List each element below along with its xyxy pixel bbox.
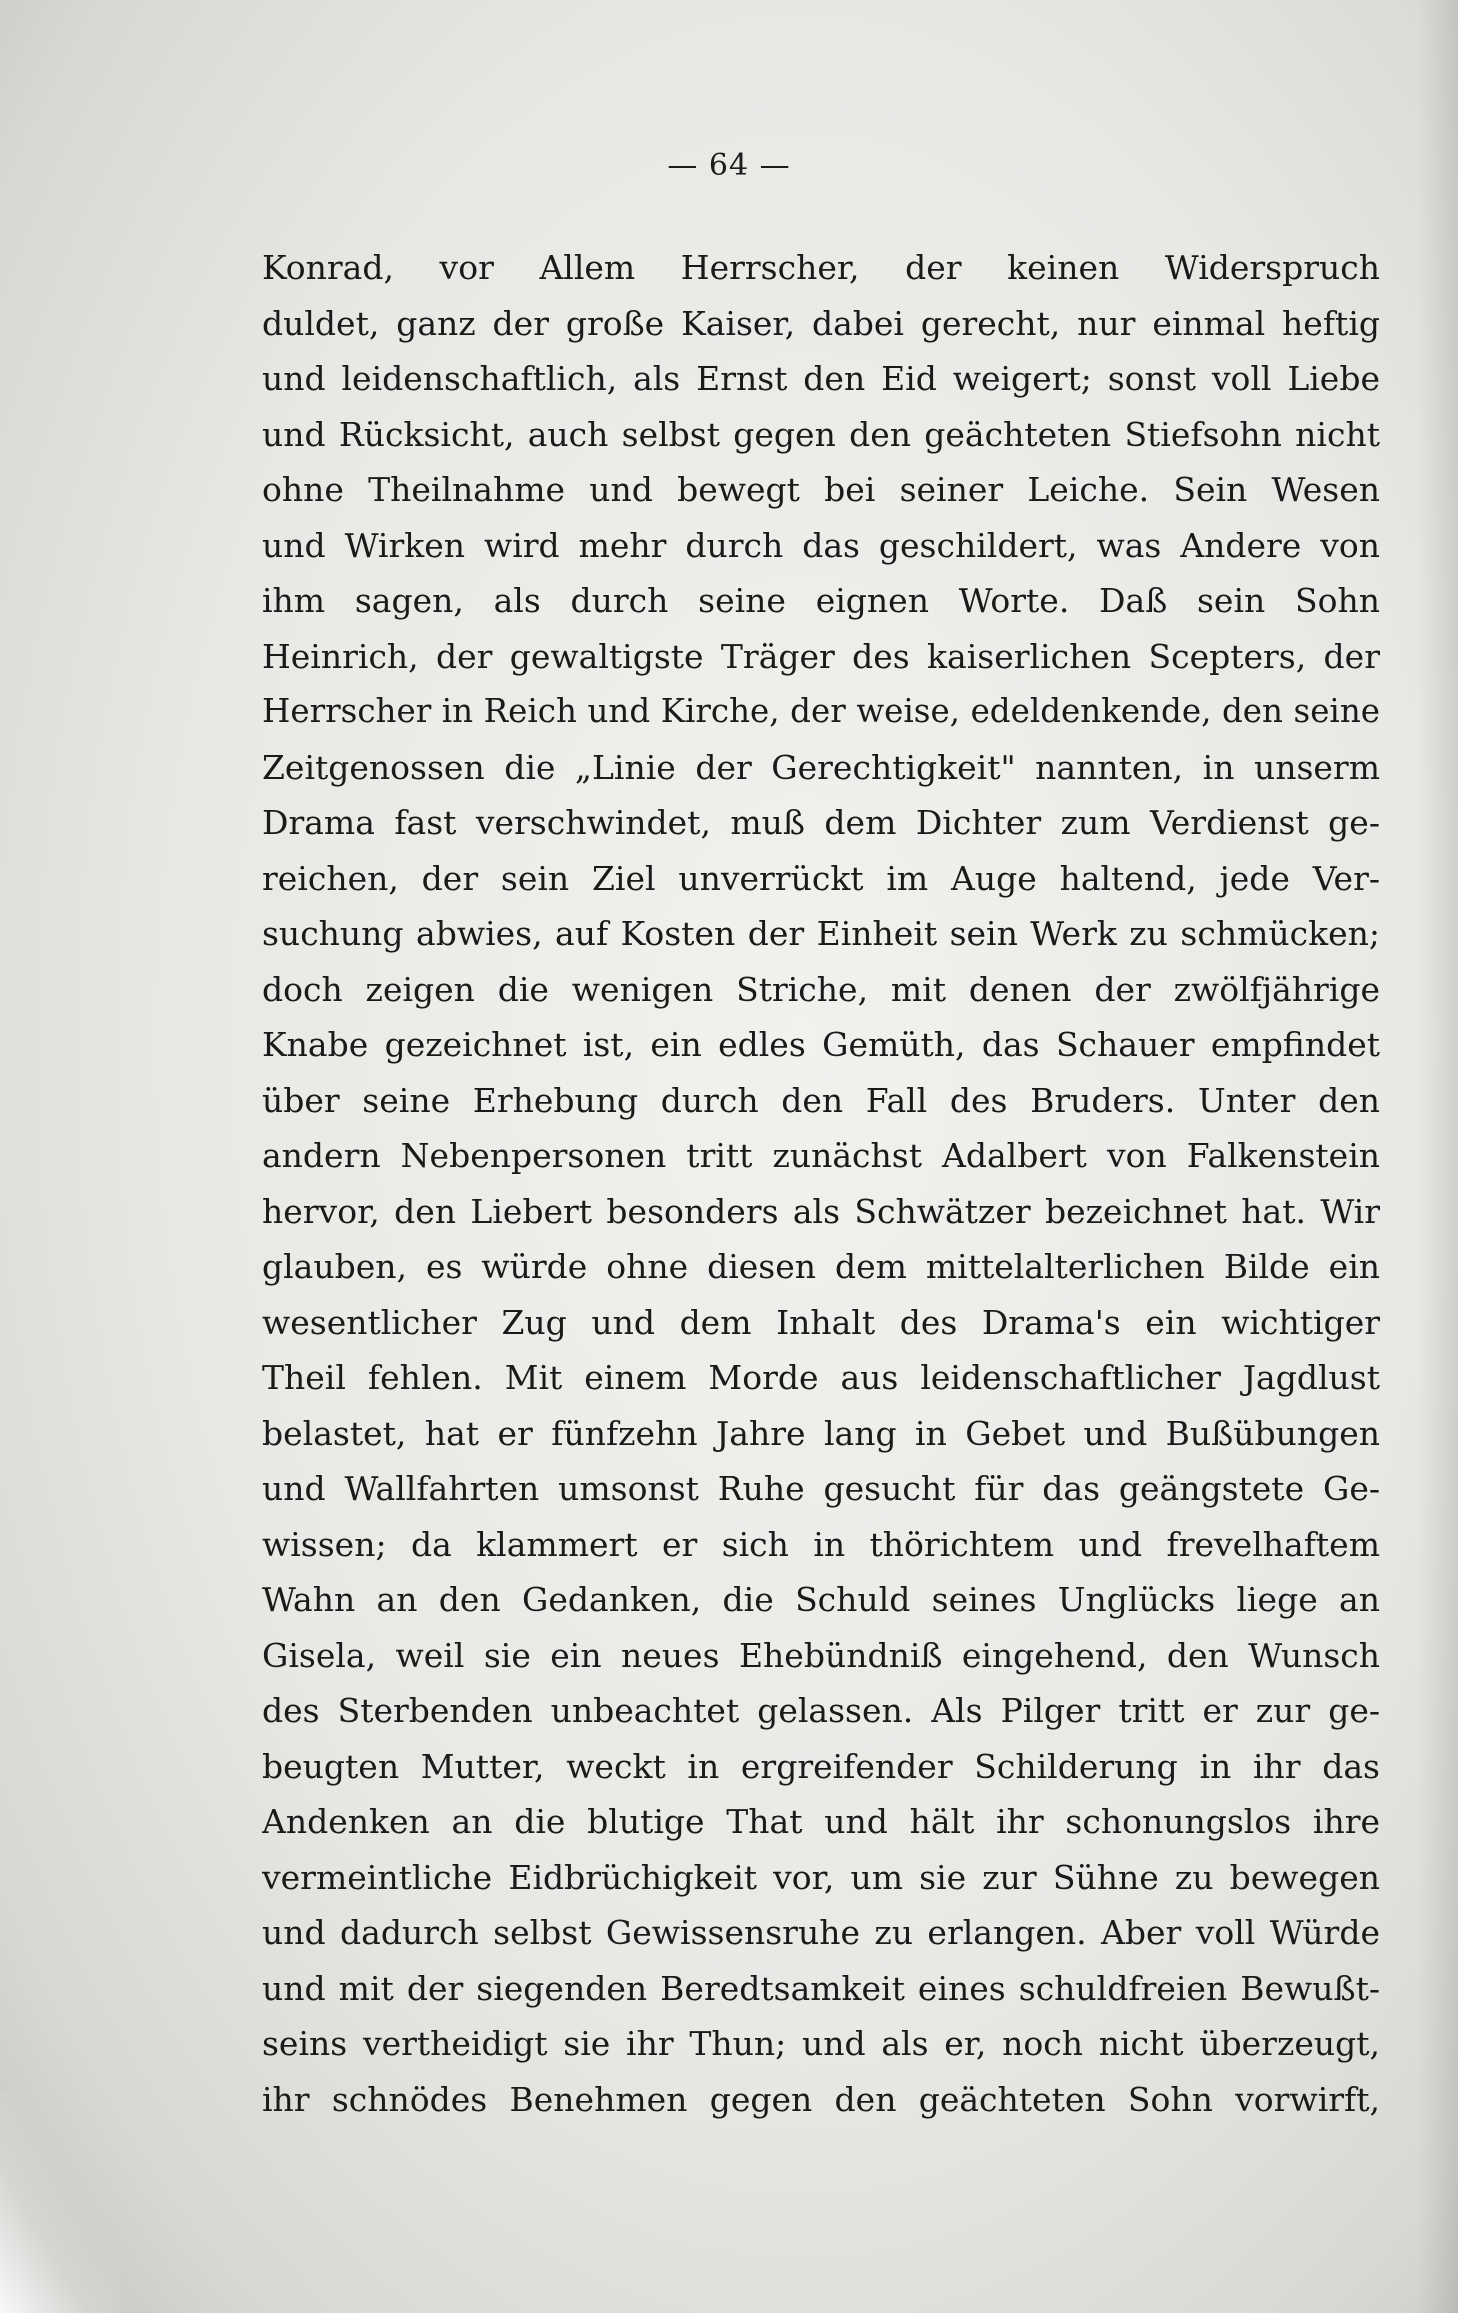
text-line: suchung abwies, auf Kosten der Einheit sein Werk zu schmücken; (262, 914, 1380, 953)
text-line: und Wirken wird mehr durch das geschildert, was Andere von (262, 525, 1380, 565)
text-line: Theil fehlen. Mit einem Morde aus leidenschaftlicher Jagdlust (262, 1358, 1380, 1397)
body-text (262, 240, 1380, 2127)
text-line: andern Nebenpersonen tritt zunächst Adalbert von Falkenstein (262, 1136, 1380, 1175)
text-line: beugten Mutter, weckt in ergreifender Schilderung in ihr das (262, 1746, 1380, 1786)
text-line: Konrad, vor Allem Herrscher, der keinen Widerspruch (262, 248, 1380, 287)
text-line: Gisela, weil sie ein neues Ehebündniß eingehend, den Wunsch (262, 1635, 1380, 1675)
text-line: vermeintliche Eidbrüchigkeit vor, um sie zur Sühne zu bewegen (262, 1857, 1380, 1897)
text-line: ihr schnödes Benehmen gegen den geächteten Sohn vorwirft, (262, 2079, 1380, 2119)
text-line: Zeitgenossen die „Linie der Gerechtigkeit" nannten, in unserm (262, 747, 1380, 787)
page-edge-shadow (1418, 0, 1458, 2313)
text-line: und Rücksicht, auch selbst gegen den geächteten Stiefsohn nicht (262, 414, 1380, 454)
text-line: über seine Erhebung durch den Fall des Bruders. Unter den (262, 1080, 1380, 1120)
text-line: ohne Theilnahme und bewegt bei seiner Leiche. Sein Wesen (262, 470, 1380, 509)
text-line: ihm sagen, als durch seine eignen Worte. Daß sein Sohn (262, 581, 1380, 620)
page-corner-fold (0, 2093, 120, 2313)
text-line: Wahn an den Gedanken, die Schuld seines Unglücks liege an (262, 1580, 1380, 1619)
text-line: wissen; da klammert er sich in thörichtem und frevelhaftem (262, 1524, 1380, 1564)
text-line: hervor, den Liebert besonders als Schwätzer bezeichnet hat. Wir (262, 1191, 1380, 1231)
text-line: des Sterbenden unbeachtet gelassen. Als Pilger tritt er zur ge- (262, 1691, 1380, 1730)
text-line: reichen, der sein Ziel unverrückt im Auge haltend, jede Ver- (262, 858, 1380, 898)
text-line: Heinrich, der gewaltigste Träger des kaiserlichen Scepters, der (262, 636, 1380, 676)
text-line: und mit der siegenden Beredtsamkeit eines schuldfreien Bewußt- (262, 1968, 1380, 2008)
text-line: wesentlicher Zug und dem Inhalt des Drama's ein wichtiger (262, 1302, 1380, 1342)
text-line: seins vertheidigt sie ihr Thun; und als er, noch nicht überzeugt, (262, 2024, 1380, 2063)
text-line: Knabe gezeichnet ist, ein edles Gemüth, das Schauer empfindet (262, 1025, 1380, 1064)
text-line: belastet, hat er fünfzehn Jahre lang in Gebet und Bußübungen (262, 1413, 1380, 1453)
text-line: duldet, ganz der große Kaiser, dabei gerecht, nur einmal heftig (262, 303, 1380, 343)
text-line: Drama fast verschwindet, muß dem Dichter zum Verdienst ge- (262, 803, 1380, 842)
text-line: Andenken an die blutige That und hält ihr schonungslos ihre (262, 1802, 1380, 1841)
text-line: und dadurch selbst Gewissensruhe zu erlangen. Aber voll Würde (262, 1913, 1380, 1952)
text-line: glauben, es würde ohne diesen dem mittelalterlichen Bilde ein (262, 1247, 1380, 1286)
text-line: doch zeigen die wenigen Striche, mit denen der zwölfjährige (262, 969, 1380, 1009)
text-line: und leidenschaftlich, als Ernst den Eid weigert; sonst voll Liebe (262, 359, 1380, 398)
page-number: — 64 — (667, 148, 791, 183)
text-line: Herrscher in Reich und Kirche, der weise, edeldenkende, den seine (262, 692, 1380, 730)
text-line: und Wallfahrten umsonst Ruhe gesucht für das geängstete Ge- (262, 1469, 1380, 1508)
